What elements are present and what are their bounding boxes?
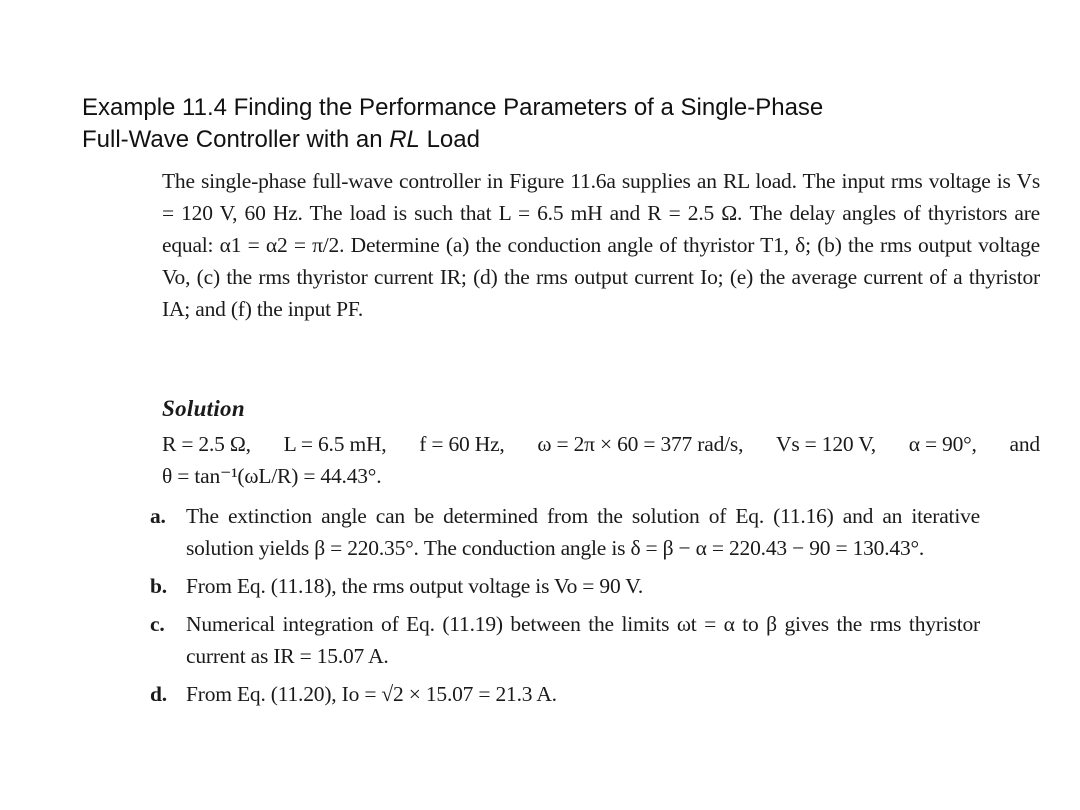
- heading-line-2: [82, 124, 982, 156]
- solution-steps: [150, 500, 980, 716]
- step-text: From Eq. (11.20), Io = √2 × 15.07 = 21.3 A.: [186, 682, 557, 706]
- solution-step-d: [150, 678, 980, 710]
- heading-line-1: Example 11.4 Finding the Performance Parameters of a Single-Phase: [82, 94, 824, 121]
- step-label: c.: [150, 612, 165, 636]
- step-text: From Eq. (11.18), the rms output voltage is Vo = 90 V.: [186, 574, 644, 598]
- given-resistance: R = 2.5 Ω,: [162, 432, 251, 456]
- givens-line-1: [162, 428, 1040, 460]
- heading-line-2-prefix: Full-Wave Controller with an: [82, 126, 390, 153]
- solution-title: Solution: [162, 396, 245, 421]
- problem-statement: [162, 165, 1040, 325]
- example-heading: [82, 92, 982, 156]
- step-text: The extinction angle can be determined from the solution of Eq. (11.16) and an iterative solution yields β = 220.35°. The conduction angle is δ = β − α = 220.43 − 90 = 130.43°.: [186, 504, 980, 560]
- solution-step-b: [150, 570, 980, 602]
- given-alpha: α = 90°,: [908, 432, 977, 456]
- givens-line-2: θ = tan⁻¹(ωL/R) = 44.43°.: [162, 464, 382, 488]
- solution-step-a: [150, 500, 980, 564]
- heading-line-2-suffix: Load: [419, 126, 480, 153]
- solution-step-c: [150, 608, 980, 672]
- given-inductance: L = 6.5 mH,: [283, 432, 387, 456]
- given-and: and: [1009, 432, 1040, 456]
- problem-text: The single-phase full-wave controller in Figure 11.6a supplies an RL load. The input rms voltage is Vs = 120 V, 60 Hz. The load is such that L = 6.5 mH and R = 2.5 Ω. The delay angles of thyristors are equal: α1 = α2 = π/2. Determine (a) the conduction angle of thyristor T1, δ; (b) the rms output voltage Vo, (c) the rms thyristor current IR; (d) the rms output current Io; (e) the average current of a thyristor IA; and (f) the input PF.: [162, 169, 1040, 321]
- given-frequency: f = 60 Hz,: [419, 432, 505, 456]
- solution-givens: [162, 428, 1040, 492]
- heading-line-2-italic: RL: [389, 126, 420, 153]
- step-text: Numerical integration of Eq. (11.19) between the limits ωt = α to β gives the rms thyristor current as IR = 15.07 A.: [186, 612, 980, 668]
- given-supply-voltage: Vs = 120 V,: [776, 432, 876, 456]
- given-omega: ω = 2π × 60 = 377 rad/s,: [537, 432, 744, 456]
- step-label: d.: [150, 682, 167, 706]
- step-label: b.: [150, 574, 167, 598]
- step-label: a.: [150, 504, 166, 528]
